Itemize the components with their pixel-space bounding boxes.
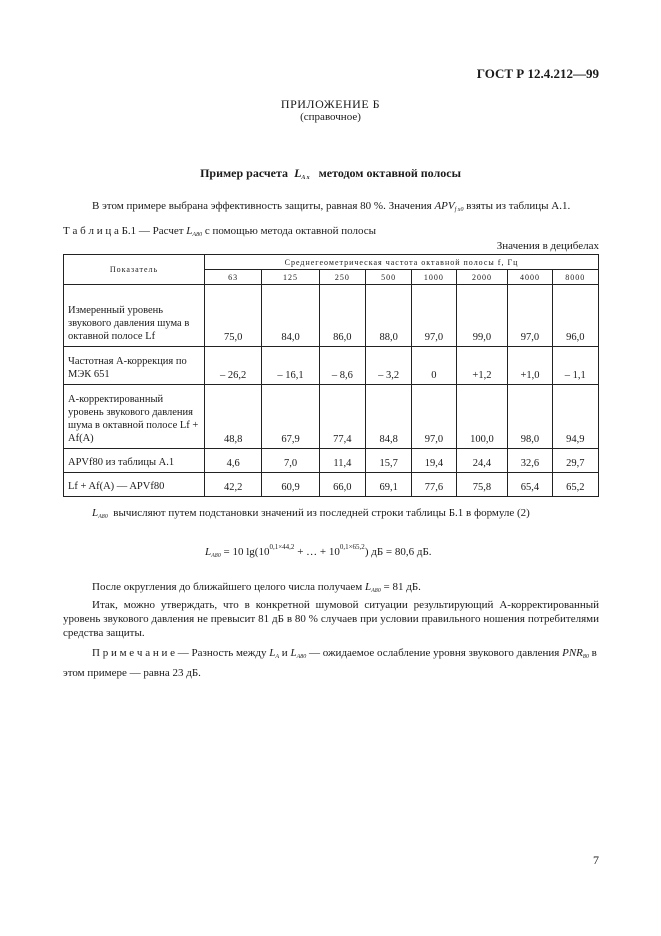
document-header: ГОСТ Р 12.4.212—99 bbox=[476, 66, 599, 81]
value-cell: 65,2 bbox=[552, 473, 598, 497]
frequency-cell: 1000 bbox=[412, 270, 456, 285]
value-cell: 77,6 bbox=[412, 473, 456, 497]
value-cell: 60,9 bbox=[262, 473, 319, 497]
value-cell: – 3,2 bbox=[366, 347, 412, 385]
value-cell: 32,6 bbox=[508, 449, 552, 473]
value-cell: 19,4 bbox=[412, 449, 456, 473]
row-label: Измеренный уровень звукового давления шума в октавной полосе Lf bbox=[64, 285, 205, 347]
value-cell: 15,7 bbox=[366, 449, 412, 473]
calculation-table bbox=[63, 254, 599, 497]
value-cell: 100,0 bbox=[456, 385, 508, 449]
value-cell: 98,0 bbox=[508, 385, 552, 449]
page-number: 7 bbox=[593, 853, 599, 867]
table-caption: Т а б л и ц а Б.1 — Расчет $L_{A80}$ с помощью метода октавной полосы bbox=[63, 225, 377, 238]
frequency-cell: 4000 bbox=[508, 270, 552, 285]
value-cell: 94,9 bbox=[552, 385, 598, 449]
formula: $L_{A80} = 10$ $\lg(10^{0,1\times 44,2}$ + … + $10^{0,1\times 65,2}$) дБ = 80,6 дБ. bbox=[205, 543, 432, 559]
value-cell: 77,4 bbox=[319, 385, 365, 449]
table-row bbox=[64, 285, 599, 347]
frequency-cell: 250 bbox=[319, 270, 365, 285]
header-frequency: Среднегеометрическая частота октавной полосы f, Гц bbox=[205, 255, 599, 270]
value-cell: 67,9 bbox=[262, 385, 319, 449]
row-label: Lf + Af(A) — APVf80 bbox=[64, 473, 205, 497]
header-param: Показатель bbox=[64, 255, 205, 285]
compute-paragraph: $L_{A80}$ вычисляют путем подстановки значений из последней строки таблицы Б.1 в формуле (2) bbox=[92, 507, 530, 520]
value-cell: 11,4 bbox=[319, 449, 365, 473]
value-cell: 88,0 bbox=[366, 285, 412, 347]
value-cell: 0 bbox=[412, 347, 456, 385]
table-row bbox=[64, 449, 599, 473]
value-cell: 24,4 bbox=[456, 449, 508, 473]
value-cell: 97,0 bbox=[412, 285, 456, 347]
value-cell: 99,0 bbox=[456, 285, 508, 347]
value-cell: 84,8 bbox=[366, 385, 412, 449]
frequency-cell: 2000 bbox=[456, 270, 508, 285]
value-cell: 96,0 bbox=[552, 285, 598, 347]
appendix-subtitle: (справочное) bbox=[300, 111, 361, 123]
value-cell: – 26,2 bbox=[205, 347, 262, 385]
row-label: APVf80 из таблицы А.1 bbox=[64, 449, 205, 473]
value-cell: 66,0 bbox=[319, 473, 365, 497]
frequency-cell: 125 bbox=[262, 270, 319, 285]
section-title: Пример расчета $L_{A x}$ методом октавной полосы bbox=[200, 166, 461, 181]
frequency-cell: 8000 bbox=[552, 270, 598, 285]
value-cell: 42,2 bbox=[205, 473, 262, 497]
units-note: Значения в децибелах bbox=[496, 240, 599, 252]
appendix-title: ПРИЛОЖЕНИЕ Б bbox=[280, 97, 381, 111]
value-cell: 97,0 bbox=[508, 285, 552, 347]
value-cell: 29,7 bbox=[552, 449, 598, 473]
value-cell: 69,1 bbox=[366, 473, 412, 497]
value-cell: 75,0 bbox=[205, 285, 262, 347]
value-cell: +1,0 bbox=[508, 347, 552, 385]
value-cell: – 8,6 bbox=[319, 347, 365, 385]
value-cell: +1,2 bbox=[456, 347, 508, 385]
value-cell: 48,8 bbox=[205, 385, 262, 449]
intro-paragraph: В этом примере выбрана эффективность защиты, равная 80 %. Значения $APV_{f x0}$ взяты из таблицы А.1. bbox=[92, 200, 571, 213]
row-label: Частотная А-коррекция по МЭК 651 bbox=[64, 347, 205, 385]
table-row bbox=[64, 385, 599, 449]
note: П р и м е ч а н и е — Разность между $L_A$ и $L_{A80}$ — ожидаемое ослабление уровня звукового давления $PNR_{80}$ в этом примере — равна 23 дБ. bbox=[63, 647, 597, 679]
value-cell: 86,0 bbox=[319, 285, 365, 347]
value-cell: 75,8 bbox=[456, 473, 508, 497]
value-cell: 65,4 bbox=[508, 473, 552, 497]
table-row bbox=[64, 473, 599, 497]
value-cell: 4,6 bbox=[205, 449, 262, 473]
row-label: А-корректированный уровень звукового давления шума в октавной полосе Lf + Af(A) bbox=[64, 385, 205, 449]
value-cell: 97,0 bbox=[412, 385, 456, 449]
value-cell: 7,0 bbox=[262, 449, 319, 473]
value-cell: – 1,1 bbox=[552, 347, 598, 385]
table-row bbox=[64, 347, 599, 385]
rounding-paragraph: После округления до ближайшего целого числа получаем $L_{A80} = 81$ дБ. bbox=[92, 581, 421, 594]
value-cell: 84,0 bbox=[262, 285, 319, 347]
conclusion-paragraph: Итак, можно утверждать, что в конкретной шумовой ситуации результирующий А-корректированный уровень звукового давления не превысит 81 дБ в 80 % случаев при условии правильного ношения потребителями средства защиты. bbox=[63, 599, 599, 639]
frequency-cell: 500 bbox=[366, 270, 412, 285]
frequency-cell: 63 bbox=[205, 270, 262, 285]
value-cell: – 16,1 bbox=[262, 347, 319, 385]
